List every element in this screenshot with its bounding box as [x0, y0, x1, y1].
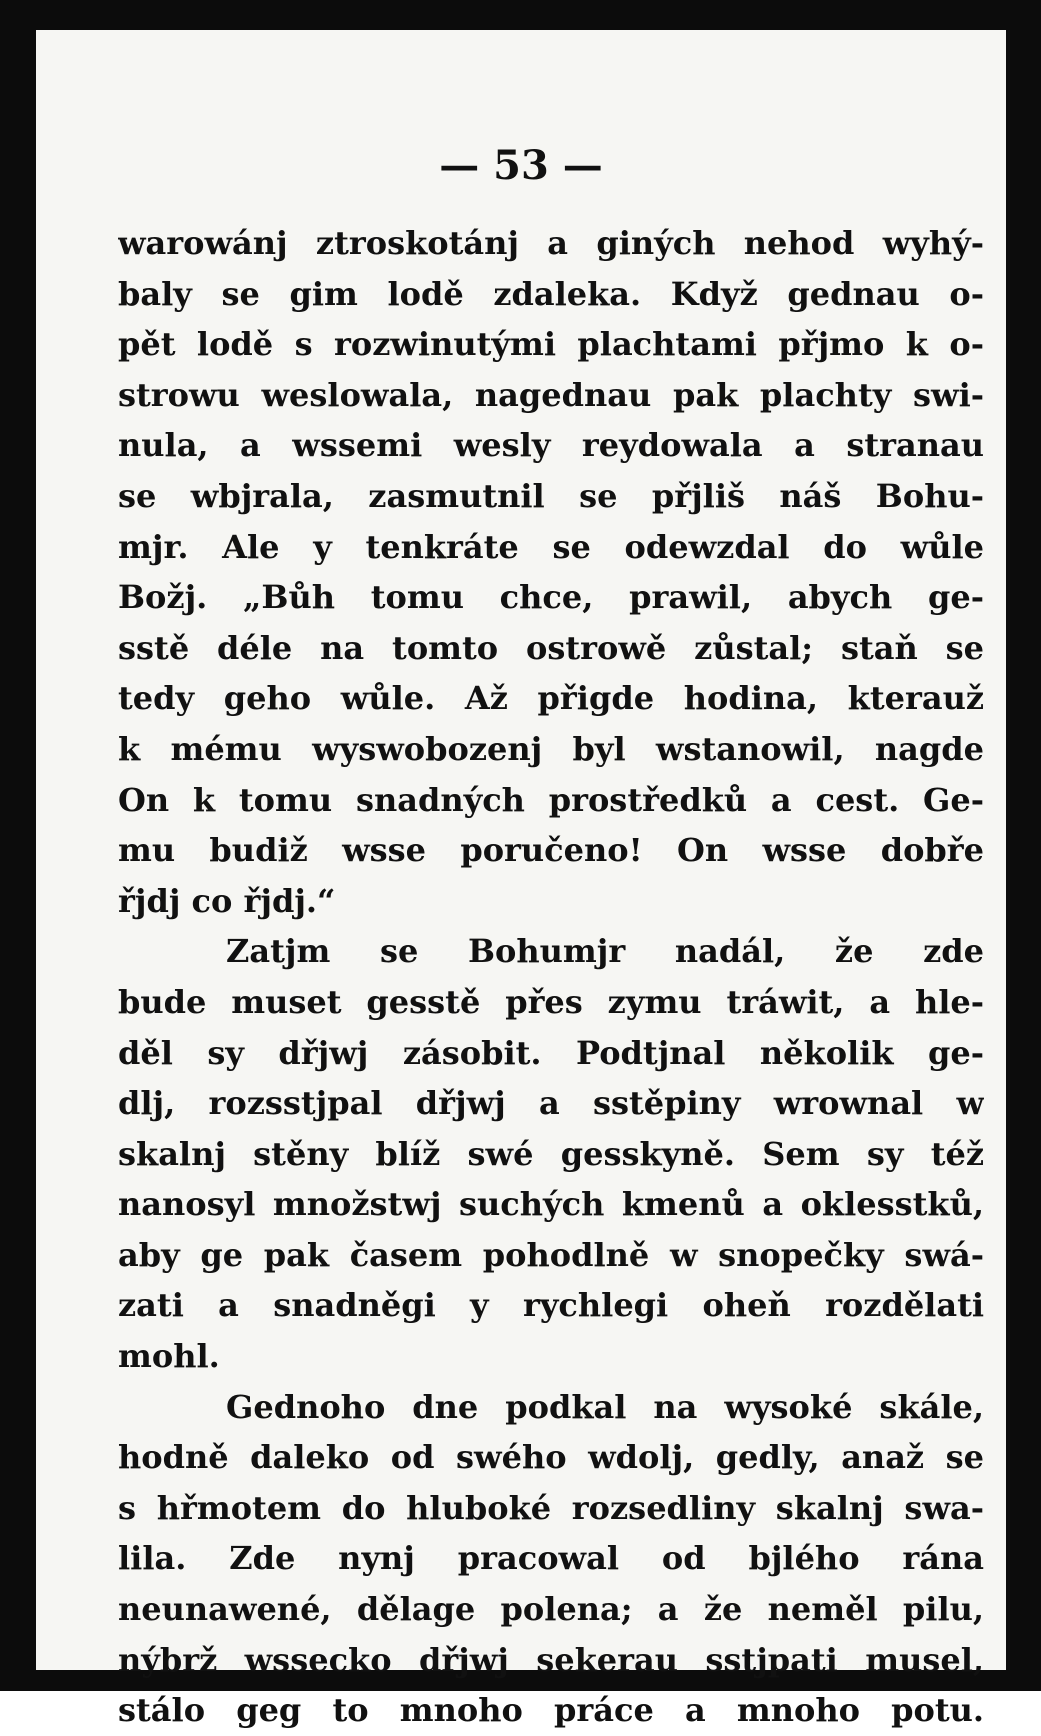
paragraph-start-line: Gednoho dne podkal na wysoké skále,	[226, 1387, 984, 1426]
text-line: nanosyl množstwj suchých kmenů a oklesstků,	[118, 1185, 984, 1224]
text-line: stálo geg to mnoho práce a mnoho potu.	[118, 1691, 984, 1730]
page-number: — 53 —	[439, 142, 603, 189]
text-line: Božj. „Bůh tomu chce, prawil, abych ge-	[118, 578, 984, 617]
text-line: se wbjrala, zasmutnil se přjliš náš Bohu-	[118, 476, 984, 515]
text-line: strowu weslowala, nagednau pak plachty swi-	[118, 375, 984, 414]
text-line: dlj, rozsstjpal dřjwj a sstěpiny wrownal w	[118, 1084, 984, 1123]
text-line: mohl.	[118, 1337, 220, 1376]
book-page	[36, 30, 1006, 1730]
text-line: děl sy dřjwj zásobit. Podtjnal několik ge-	[118, 1033, 984, 1072]
text-line: skalnj stěny blíž swé gesskyně. Sem sy též	[118, 1134, 984, 1173]
text-line: mjr. Ale y tenkráte se odewzdal do wůle	[118, 527, 984, 566]
text-line: k mému wyswobozenj byl wstanowil, nagde	[118, 729, 984, 768]
text-line: mu budiž wsse poručeno! On wsse dobře	[118, 831, 984, 870]
text-line: zati a snadněgi y rychlegi oheň rozdělati	[118, 1286, 984, 1325]
paragraph-start-line: Zatjm se Bohumjr nadál, že zde	[226, 932, 984, 971]
text-line: řjdj co řjdj.“	[118, 881, 336, 920]
text-line: sstě déle na tomto ostrowě zůstal; staň se	[118, 628, 984, 667]
text-line: hodně daleko od swého wdolj, gedly, anaž se	[118, 1438, 984, 1477]
text-line: nýbrž wssecko dřjwj sekerau sstjpati musel,	[118, 1640, 984, 1679]
body-text	[118, 218, 984, 1736]
text-line: warowánj ztroskotánj a giných nehod wyhý-	[118, 224, 984, 262]
text-line: neunawené, dělage polena; a že neměl pilu,	[118, 1590, 984, 1629]
text-line: bude muset gesstě přes zymu tráwit, a hle-	[118, 982, 984, 1021]
text-line: pět lodě s rozwinutými plachtami přjmo k o-	[118, 325, 984, 364]
text-line: s hřmotem do hluboké rozsedliny skalnj swa-	[118, 1488, 984, 1527]
text-line: nula, a wssemi wesly reydowala a stranau	[118, 426, 984, 465]
text-line: lila. Zde nynj pracowal od bjlého rána	[118, 1539, 984, 1578]
text-line: On k tomu snadných prostředků a cest. Ge-	[118, 780, 984, 819]
text-line: aby ge pak časem pohodlně w snopečky swá-	[118, 1235, 984, 1274]
text-line: tedy geho wůle. Až přigde hodina, kterauž	[118, 679, 984, 718]
text-line: baly se gim lodě zdaleka. Když gednau o-	[118, 274, 984, 313]
